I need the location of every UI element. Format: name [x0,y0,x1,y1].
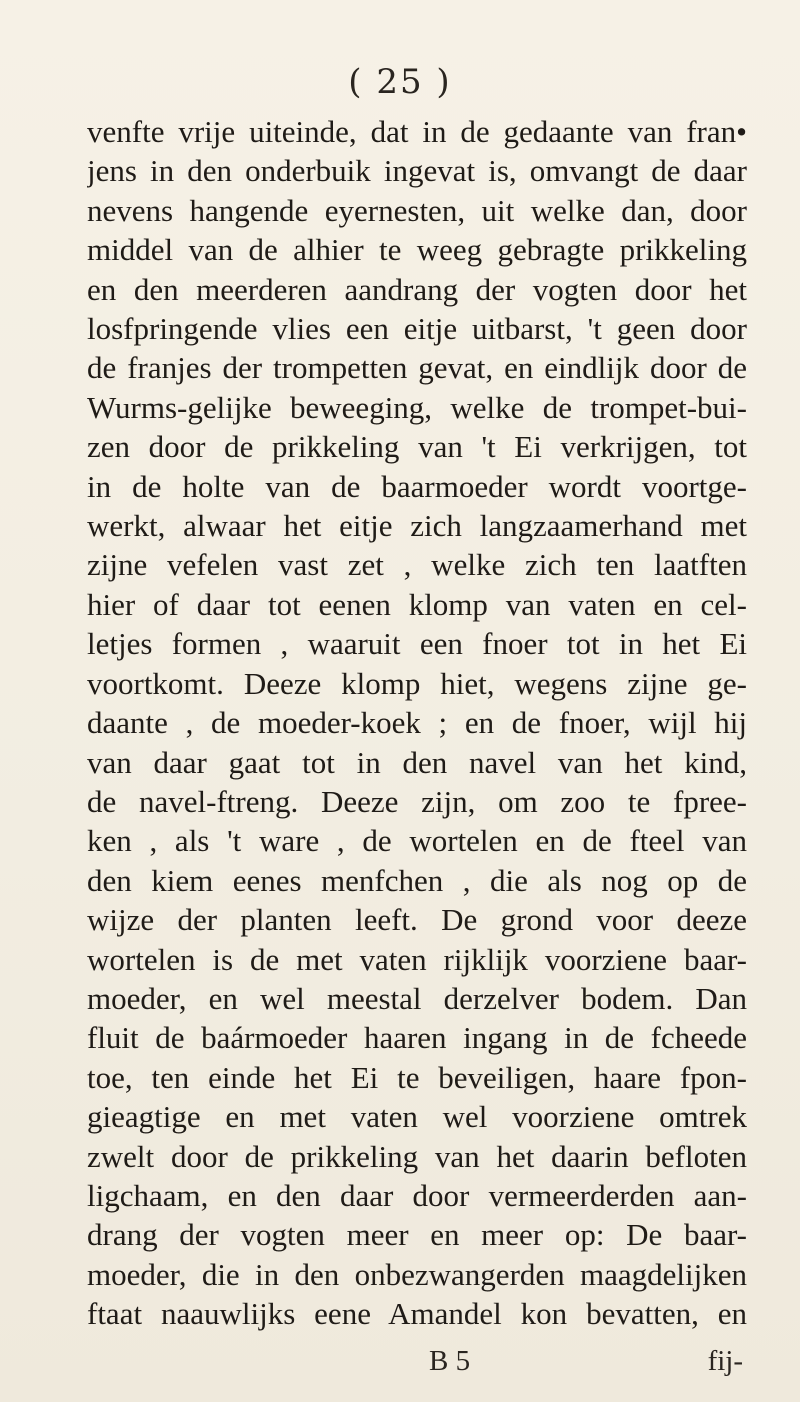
text-line: gieagtige en met vaten wel voorziene omtrek [87,1099,747,1135]
text-line: hier of daar tot eenen klomp van vaten en cel- [87,586,747,622]
text-line: fluit de baármoeder haaren ingang in de fcheede [87,1020,747,1056]
text-line: nevens hangende eyernesten, uit welke dan, door [87,192,747,228]
text-line: letjes formen , waaruit een fnoer tot in het Ei [87,626,747,662]
text-line: zwelt door de prikkeling van het daarin befloten [87,1138,747,1174]
text-line: ligchaam, en den daar door vermeerderden aan- [87,1177,747,1213]
text-line: toe, ten einde het Ei te beveiligen, haare fpon- [87,1059,747,1095]
text-line: ken , als 't ware , de wortelen en de fteel van [87,823,747,859]
text-line: Wurms-gelijke beweeging, welke de trompet-bui- [87,389,747,425]
page-number: ( 25 ) [348,62,452,102]
text-line: werkt, alwaar het eitje zich langzaamerhand met [87,508,747,544]
text-line: middel van de alhier te weeg gebragte prikkeling [87,232,747,268]
text-line: wortelen is de met vaten rijklijk voorziene baar- [87,941,747,977]
text-line: en den meerderen aandrang der vogten door het [87,271,747,307]
catchword: fij- [707,1345,743,1377]
text-line: drang der vogten meer en meer op: De baar- [87,1217,747,1253]
text-line: de franjes der trompetten gevat, en eindlijk door de [87,350,747,386]
body-text [87,112,747,1334]
text-line: ftaat naauwlijks eene Amandel kon bevatten, en [87,1296,747,1332]
signature-mark: B 5 [429,1345,471,1377]
page-footer [87,1345,747,1389]
text-line: zijne vefelen vast zet , welke zich ten laatften [87,547,747,583]
text-line: daante , de moeder-koek ; en de fnoer, wijl hij [87,705,747,741]
text-line: zen door de prikkeling van 't Ei verkrijgen, tot [87,429,747,465]
text-line: voortkomt. Deeze klomp hiet, wegens zijne ge- [87,665,747,701]
text-line: in de holte van de baarmoeder wordt voortge- [87,468,747,504]
text-line: losfpringende vlies een eitje uitbarst, 't geen door [87,311,747,347]
text-line: wijze der planten leeft. De grond voor deeze [87,902,747,938]
text-line: moeder, en wel meestal derzelver bodem. Dan [87,980,747,1016]
text-line: den kiem eenes menfchen , die als nog op de [87,862,747,898]
text-line: moeder, die in den onbezwangerden maagdelijken [87,1256,747,1292]
text-line: de navel-ftreng. Deeze zijn, om zoo te fpree- [87,783,747,819]
text-line: van daar gaat tot in den navel van het kind, [87,744,747,780]
text-line: jens in den onderbuik ingevat is, omvangt de daar [87,153,747,189]
text-line: venfte vrije uiteinde, dat in de gedaante van fran• [87,114,747,149]
